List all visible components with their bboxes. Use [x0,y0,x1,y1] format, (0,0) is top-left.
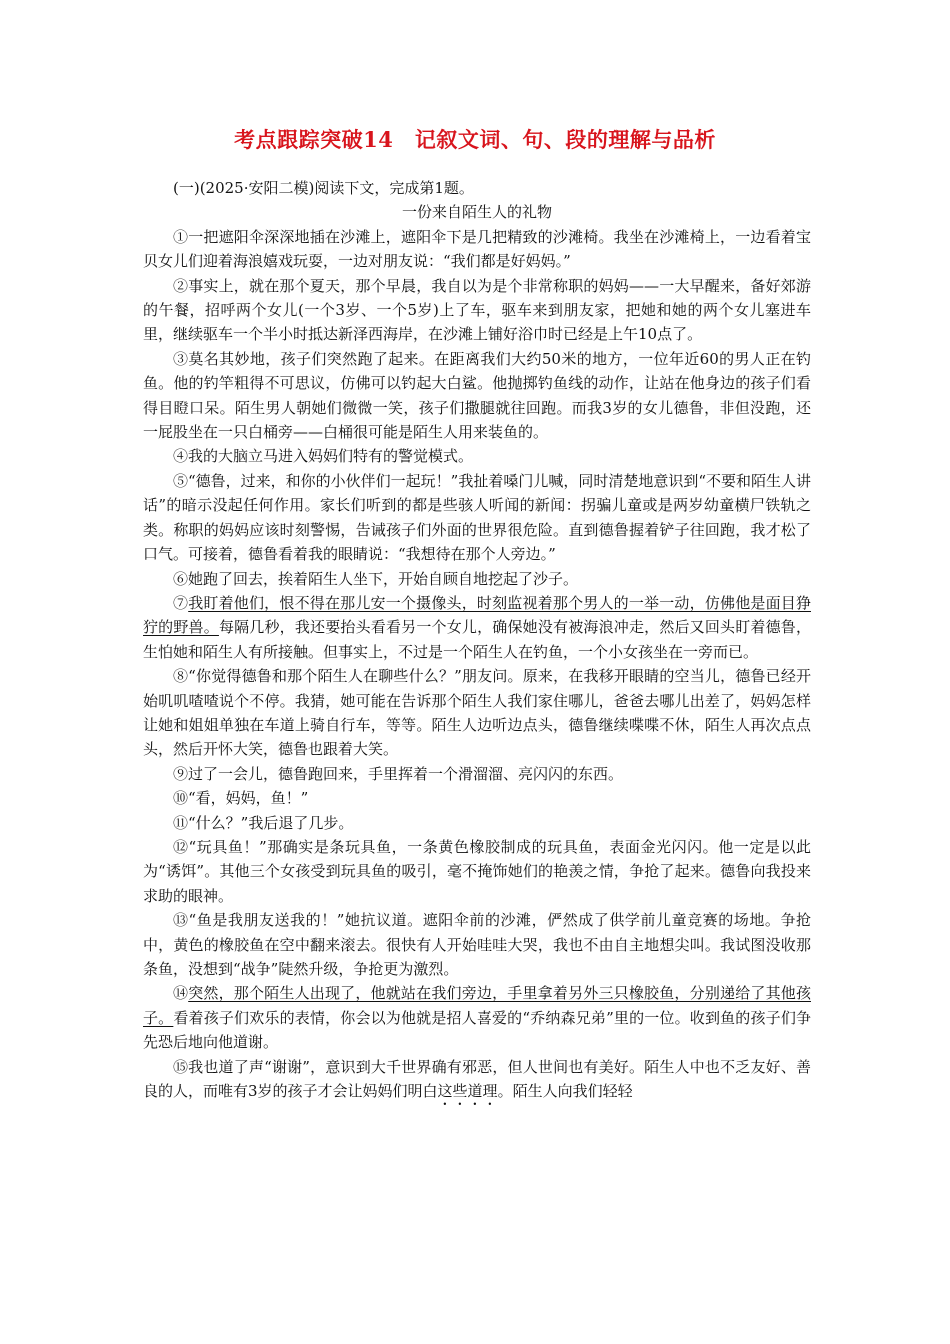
paragraph-1: ①一把遮阳伞深深地插在沙滩上，遮阳伞下是几把精致的沙滩椅。我坐在沙滩椅上，一边看着宝贝女儿们迎着海浪嬉戏玩耍，一边对朋友说：“我们都是好妈妈。” [143,227,811,271]
paragraph-15-text-a: ⑮我也道了声“谢谢”，意识到大千世界确有邪恶，但人世间也有美好。陌生人中也不乏友好、善良的人，而唯有3岁的孩子才会让妈妈们明白 [143,1057,811,1101]
paragraph-7-rest: 每隔几秒，我还要抬头看看另一个女儿，确保她没有被海浪冲走，然后又回头盯着德鲁，生怕她和陌生人有所接触。但事实上，不过是一个陌生人在钓鱼，一个小女孩坐在一旁而已。 [143,618,811,661]
paragraph-13: ⑬“鱼是我朋友送我的！”她抗议道。遮阳伞前的沙滩，俨然成了供学前儿童竞赛的场地。争抢中，黄色的橡胶鱼在空中翻来滚去。很快有人开始哇哇大哭，我也不由自主地想尖叫。我试图没收那条鱼，没想到“战争”陡然升级，争抢更为激烈。 [143,911,811,978]
document-title: 考点跟踪突破14 记叙文词、句、段的理解与品析 [234,127,716,152]
paragraph-15-dotted-phrase: 这些道理 [437,1082,498,1101]
paragraph-9: ⑨过了一会儿，德鲁跑回来，手里挥着一个滑溜溜、亮闪闪的东西。 [173,764,624,783]
paragraph-6: ⑥她跑了回去，挨着陌生人坐下，开始自顾自地挖起了沙子。 [173,569,579,588]
paragraph-7 [143,591,811,664]
paragraph-15-text-b: 。陌生人向我们轻轻 [497,1082,633,1101]
paragraph-14-rest: 看着孩子们欢乐的表情，你会以为他就是招人喜爱的“乔纳森兄弟”里的一位。收到鱼的孩子们争先恐后地向他道谢。 [143,1008,811,1052]
paragraph-14-number: ⑭ [173,984,189,1003]
paragraph-14 [143,981,811,1054]
paragraph-7-underlined-sentence: 我盯着他们，恨不得在那儿安一个摄像头，时刻监视着那个男人的一举一动，仿佛他是面目狰狞的野兽。 [143,593,811,637]
paragraph-7-number: ⑦ [173,593,189,612]
paragraph-8: ⑧“你觉得德鲁和那个陌生人在聊些什么？”朋友问。原来，在我移开眼睛的空当儿，德鲁已经开始叽叽喳喳说个不停。我猜，她可能在告诉那个陌生人我们家住哪儿，爸爸去哪儿出差了，妈妈怎样让她和姐姐单独在车道上骑自行车，等等。陌生人边听边点头，德鲁继续喋喋不休，陌生人再次点点头，然后开怀大笑，德鲁也跟着大笑。 [143,667,811,759]
paragraph-14-underlined-sentence: 突然，那个陌生人出现了，他就站在我们旁边，手里拿着另外三只橡胶鱼，分别递给了其他孩子。 [143,984,811,1027]
paragraph-3: ③莫名其妙地，孩子们突然跑了起来。在距离我们大约50米的地方，一位年近60的男人正在钓鱼。他的钓竿粗得不可思议，仿佛可以钓起大白鲨。他抛掷钓鱼线的动作，让站在他身边的孩子们看得目瞪口呆。陌生男人朝她们微微一笑，孩子们撒腿就往回跑。而我3岁的女儿德鲁，非但没跑，还一屁股坐在一只白桶旁——白桶很可能是陌生人用来装鱼的。 [143,349,811,442]
paragraph-4: ④我的大脑立马进入妈妈们特有的警觉模式。 [173,447,474,466]
paragraph-2: ②事实上，就在那个夏天，那个早晨，我自以为是个非常称职的妈妈——一大早醒来，备好郊游的午餐，招呼两个女儿(一个3岁、一个5岁)上了车，驱车来到朋友家，把她和她的两个女儿塞进车里，继续驱车一个半小时抵达新泽西海岸，在沙滩上铺好浴巾时已经是上午10点了。 [143,276,811,344]
paragraph-12: ⑫“玩具鱼！”那确实是条玩具鱼，一条黄色橡胶制成的玩具鱼，表面金光闪闪。他一定是以此为“诱饵”。其他三个女孩受到玩具鱼的吸引，毫不掩饰她们的艳羡之情，争抢了起来。德鲁向我投来求助的眼神。 [143,837,811,905]
paragraph-5: ⑤“德鲁，过来，和你的小伙伴们一起玩！”我扯着嗓门儿喊，同时清楚地意识到“不要和陌生人讲话”的暗示没起任何作用。家长们听到的都是些骇人听闻的新闻：拐骗儿童或是两岁幼童横尸铁轨之类。称职的妈妈应该时刻警惕，告诫孩子们外面的世界很危险。直到德鲁握着铲子往回跑，我才松了口气。可接着，德鲁看着我的眼睛说：“我想待在那个人旁边。” [143,471,812,564]
paragraph-15 [143,1055,811,1109]
article-title: 一份来自陌生人的礼物 [401,203,552,222]
paragraph-10: ⑩“看，妈妈，鱼！” [173,789,309,808]
question-intro: (一)(2025·安阳二模)阅读下文，完成第1题。 [173,179,474,197]
paragraph-11: ⑪“什么？”我后退了几步。 [173,813,354,832]
document-body [143,176,811,1109]
